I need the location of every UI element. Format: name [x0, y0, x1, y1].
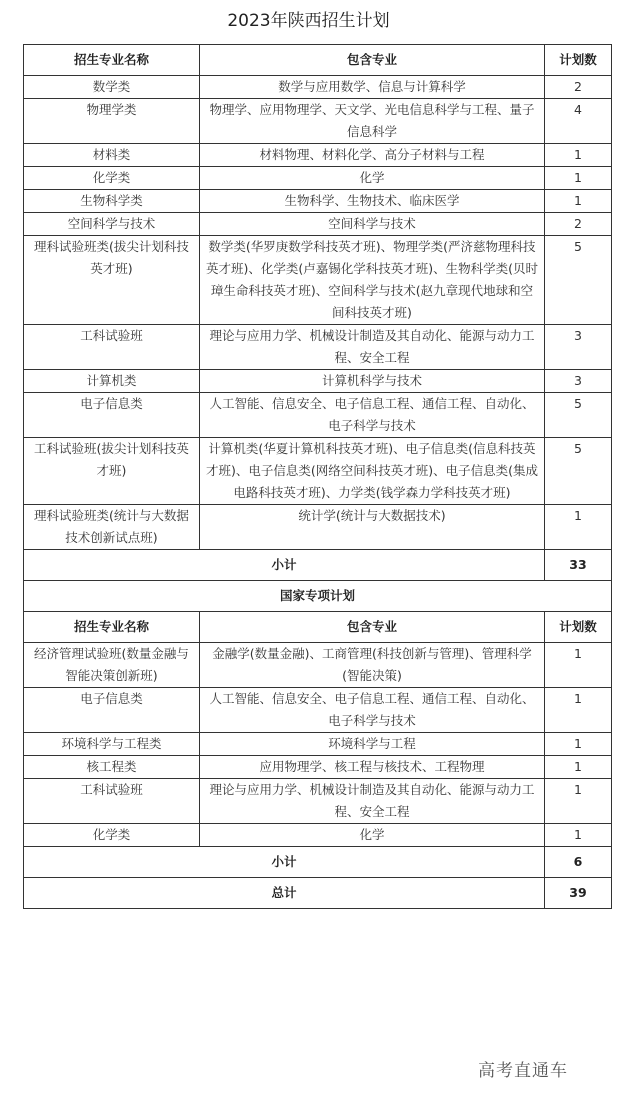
major-name: 空间科学与技术	[24, 213, 200, 236]
major-count: 4	[545, 99, 612, 144]
major-name: 经济管理试验班(数量金融与智能决策创新班)	[24, 643, 200, 688]
major-contains: 人工智能、信息安全、电子信息工程、通信工程、自动化、电子科学与技术	[200, 688, 545, 733]
subtotal-count: 33	[545, 550, 612, 581]
total-row	[24, 878, 612, 909]
section-title: 国家专项计划	[24, 581, 612, 612]
table-row	[24, 213, 612, 236]
table-header-row	[24, 45, 612, 76]
header-contains: 包含专业	[200, 612, 545, 643]
major-name: 理科试验班类(统计与大数据技术创新试点班)	[24, 505, 200, 550]
subtotal-label: 小计	[24, 847, 545, 878]
major-name: 核工程类	[24, 756, 200, 779]
enrollment-plan-table	[23, 44, 612, 909]
major-count: 2	[545, 213, 612, 236]
table-row	[24, 144, 612, 167]
table-row	[24, 393, 612, 438]
major-contains: 理论与应用力学、机械设计制造及其自动化、能源与动力工程、安全工程	[200, 779, 545, 824]
major-name: 生物科学类	[24, 190, 200, 213]
major-count: 1	[545, 733, 612, 756]
table-row	[24, 99, 612, 144]
major-name: 化学类	[24, 167, 200, 190]
table-row	[24, 688, 612, 733]
major-contains: 环境科学与工程	[200, 733, 545, 756]
subtotal-count: 6	[545, 847, 612, 878]
major-contains: 计算机科学与技术	[200, 370, 545, 393]
major-count: 3	[545, 325, 612, 370]
major-contains: 统计学(统计与大数据技术)	[200, 505, 545, 550]
page-title: 2023年陕西招生计划	[227, 11, 390, 31]
major-count: 3	[545, 370, 612, 393]
header-contains: 包含专业	[200, 45, 545, 76]
major-name: 电子信息类	[24, 688, 200, 733]
table-row	[24, 370, 612, 393]
header-count: 计划数	[545, 612, 612, 643]
major-contains: 生物科学、生物技术、临床医学	[200, 190, 545, 213]
table-row	[24, 733, 612, 756]
subtotal-row	[24, 847, 612, 878]
header-name: 招生专业名称	[24, 612, 200, 643]
major-name: 工科试验班(拔尖计划科技英才班)	[24, 438, 200, 505]
major-count: 1	[545, 144, 612, 167]
subtotal-row	[24, 550, 612, 581]
major-name: 物理学类	[24, 99, 200, 144]
major-contains: 理论与应用力学、机械设计制造及其自动化、能源与动力工程、安全工程	[200, 325, 545, 370]
major-name: 电子信息类	[24, 393, 200, 438]
table-row	[24, 756, 612, 779]
table-row	[24, 190, 612, 213]
total-label: 总计	[24, 878, 545, 909]
major-contains: 化学	[200, 824, 545, 847]
table-row	[24, 167, 612, 190]
major-name: 数学类	[24, 76, 200, 99]
major-count: 1	[545, 167, 612, 190]
major-contains: 化学	[200, 167, 545, 190]
major-name: 化学类	[24, 824, 200, 847]
major-name: 工科试验班	[24, 779, 200, 824]
table-row	[24, 438, 612, 505]
major-count: 1	[545, 190, 612, 213]
major-contains: 计算机类(华夏计算机科技英才班)、电子信息类(信息科技英才班)、电子信息类(网络空间科技英才班)、电子信息类(集成电路科技英才班)、力学类(钱学森力学科技英才班)	[200, 438, 545, 505]
major-count: 5	[545, 236, 612, 325]
table-row	[24, 824, 612, 847]
major-contains: 数学类(华罗庚数学科技英才班)、物理学类(严济慈物理科技英才班)、化学类(卢嘉锡化学科技英才班)、生物科学类(贝时璋生命科技英才班)、空间科学与技术(赵九章现代地球和空间科技英才班)	[200, 236, 545, 325]
major-contains: 物理学、应用物理学、天文学、光电信息科学与工程、量子信息科学	[200, 99, 545, 144]
table-row	[24, 505, 612, 550]
major-contains: 数学与应用数学、信息与计算科学	[200, 76, 545, 99]
watermark-text: 高考直通车	[478, 1061, 568, 1081]
major-name: 计算机类	[24, 370, 200, 393]
major-contains: 应用物理学、核工程与核技术、工程物理	[200, 756, 545, 779]
header-count: 计划数	[545, 45, 612, 76]
major-count: 2	[545, 76, 612, 99]
table-row	[24, 236, 612, 325]
major-count: 5	[545, 438, 612, 505]
major-name: 工科试验班	[24, 325, 200, 370]
major-count: 1	[545, 756, 612, 779]
total-count: 39	[545, 878, 612, 909]
header-name: 招生专业名称	[24, 45, 200, 76]
table-row	[24, 325, 612, 370]
section-row-national	[24, 581, 612, 612]
major-contains: 空间科学与技术	[200, 213, 545, 236]
major-contains: 材料物理、材料化学、高分子材料与工程	[200, 144, 545, 167]
major-count: 1	[545, 505, 612, 550]
table-row	[24, 643, 612, 688]
major-name: 材料类	[24, 144, 200, 167]
table-header-row	[24, 612, 612, 643]
major-count: 5	[545, 393, 612, 438]
major-count: 1	[545, 779, 612, 824]
major-name: 理科试验班类(拔尖计划科技英才班)	[24, 236, 200, 325]
major-contains: 金融学(数量金融)、工商管理(科技创新与管理)、管理科学(智能决策)	[200, 643, 545, 688]
subtotal-label: 小计	[24, 550, 545, 581]
major-count: 1	[545, 824, 612, 847]
major-name: 环境科学与工程类	[24, 733, 200, 756]
major-count: 1	[545, 688, 612, 733]
major-count: 1	[545, 643, 612, 688]
table-row	[24, 779, 612, 824]
major-contains: 人工智能、信息安全、电子信息工程、通信工程、自动化、电子科学与技术	[200, 393, 545, 438]
table-row	[24, 76, 612, 99]
